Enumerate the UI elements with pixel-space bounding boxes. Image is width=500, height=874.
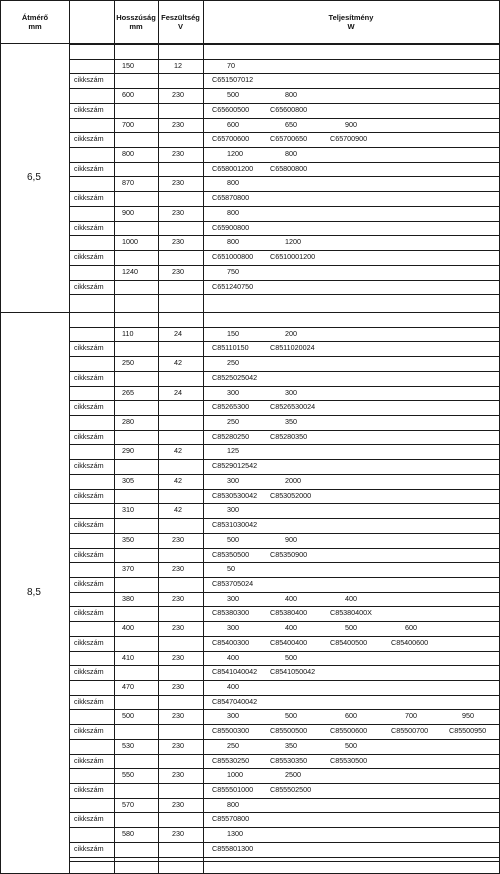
column-divider-2 — [114, 0, 115, 874]
code-value: C85530350 — [270, 755, 308, 765]
power-value: 2000 — [285, 475, 301, 485]
power-value: 300 — [227, 505, 239, 515]
power-value: 650 — [285, 119, 297, 129]
code-value: C8511020024 — [270, 343, 315, 353]
code-value: C85500950 — [449, 726, 487, 736]
code-value: C85500500 — [270, 726, 308, 736]
row-line — [69, 459, 499, 460]
length-cell: 900 — [122, 207, 134, 217]
power-value: 300 — [285, 387, 297, 397]
length-cell: 700 — [122, 119, 134, 129]
length-cell: 250 — [122, 358, 134, 368]
code-label: cikkszám — [74, 104, 104, 114]
power-value: 150 — [227, 328, 239, 338]
code-value: C85500600 — [330, 726, 368, 736]
row-line — [69, 857, 499, 858]
power-value: 900 — [285, 534, 297, 544]
length-cell: 150 — [122, 60, 134, 70]
row-line — [69, 371, 499, 372]
power-value: 70 — [227, 60, 235, 70]
row-line — [69, 221, 499, 222]
diameter-value: 8,5 — [27, 587, 41, 598]
code-value: C85530500 — [330, 755, 368, 765]
power-value: 900 — [345, 119, 357, 129]
code-value: C855501000 — [212, 785, 254, 795]
voltage-cell: 42 — [174, 358, 182, 368]
row-line — [69, 842, 499, 843]
voltage-cell: 230 — [172, 770, 184, 780]
code-label: cikkszám — [74, 281, 104, 291]
code-value: C8525025042 — [212, 372, 258, 382]
code-label: cikkszám — [74, 490, 104, 500]
power-value: 400 — [227, 652, 239, 662]
header-length-unit: mm — [129, 22, 143, 31]
code-value: C85500700 — [391, 726, 429, 736]
power-value: 50 — [227, 564, 235, 574]
code-label: cikkszám — [74, 608, 104, 618]
code-value: C85530250 — [212, 755, 250, 765]
power-value: 950 — [462, 711, 474, 721]
power-value: 250 — [227, 740, 239, 750]
row-line — [69, 861, 499, 862]
length-cell: 470 — [122, 682, 134, 691]
code-label: cikkszám — [74, 785, 104, 795]
power-value: 600 — [345, 711, 357, 721]
row-line — [69, 695, 499, 696]
row-line — [69, 518, 499, 519]
length-cell: 580 — [122, 829, 134, 839]
power-value: 1000 — [227, 770, 243, 780]
power-value: 1200 — [285, 237, 301, 247]
code-value: C6510001200 — [270, 252, 316, 262]
power-value: 125 — [227, 446, 239, 456]
power-value: 400 — [345, 593, 357, 603]
header-length-label: Hosszúság — [116, 13, 156, 22]
voltage-cell: 230 — [172, 266, 184, 276]
voltage-cell: 24 — [174, 328, 182, 338]
code-label: cikkszám — [74, 637, 104, 647]
row-line — [69, 577, 499, 578]
power-value: 1300 — [227, 829, 243, 839]
power-value: 400 — [285, 593, 297, 603]
code-value: C8531030042 — [212, 520, 258, 530]
column-divider-1 — [69, 0, 70, 874]
column-divider-3 — [158, 0, 159, 874]
code-value: C65700900 — [330, 134, 368, 144]
code-value: C853705024 — [212, 578, 254, 588]
voltage-cell: 230 — [172, 534, 184, 544]
header-power — [203, 2, 499, 42]
length-cell: 800 — [122, 149, 134, 159]
code-value: C85350500 — [212, 549, 250, 559]
power-value: 500 — [285, 711, 297, 721]
power-value: 350 — [285, 417, 297, 427]
power-value: 800 — [227, 799, 239, 809]
power-value: 300 — [227, 711, 239, 721]
power-value: 800 — [285, 90, 297, 100]
column-divider-4 — [203, 0, 204, 874]
power-value: 500 — [345, 740, 357, 750]
code-value: C651000800 — [212, 252, 254, 262]
length-cell: 410 — [122, 652, 134, 662]
row-line — [69, 312, 499, 313]
code-label: cikkszám — [74, 520, 104, 530]
code-value: C85110150 — [212, 343, 249, 353]
code-label: cikkszám — [74, 163, 104, 173]
code-label: cikkszám — [74, 843, 104, 853]
code-label: cikkszám — [74, 193, 104, 203]
power-value: 400 — [285, 623, 297, 633]
power-value: 250 — [227, 417, 239, 427]
power-value: 300 — [227, 475, 239, 485]
power-value: 1200 — [227, 149, 243, 159]
code-label: cikkszám — [74, 75, 104, 85]
power-value: 500 — [227, 534, 239, 544]
voltage-cell: 230 — [172, 90, 184, 100]
row-line — [69, 294, 499, 295]
voltage-cell: 230 — [172, 593, 184, 603]
code-value: C85380400X — [330, 608, 372, 618]
voltage-cell: 230 — [172, 207, 184, 217]
row-line — [69, 44, 499, 45]
voltage-cell: 230 — [172, 652, 184, 662]
code-label: cikkszám — [74, 578, 104, 588]
length-cell: 500 — [122, 711, 134, 721]
power-value: 800 — [285, 149, 297, 159]
code-value: C8541050042 — [270, 667, 316, 677]
code-value: C65600800 — [270, 104, 308, 114]
voltage-cell: 230 — [172, 237, 184, 247]
length-cell: 310 — [122, 505, 134, 515]
code-value: C85380300 — [212, 608, 250, 618]
power-value: 500 — [227, 90, 239, 100]
power-value: 700 — [405, 711, 417, 721]
power-value: 800 — [227, 207, 239, 217]
power-value: 800 — [227, 178, 239, 188]
code-value: C85380400 — [270, 608, 308, 618]
voltage-cell: 230 — [172, 829, 184, 839]
code-value: C85265300 — [212, 402, 250, 412]
voltage-cell: 12 — [174, 60, 182, 70]
code-value: C85280350 — [270, 431, 308, 441]
code-value: C8541040042 — [212, 667, 258, 677]
diameter-value: 6,5 — [27, 172, 41, 183]
power-value: 750 — [227, 266, 239, 276]
length-cell: 370 — [122, 564, 134, 574]
voltage-cell: 230 — [172, 682, 184, 691]
row-line — [69, 191, 499, 192]
voltage-cell: 230 — [172, 149, 184, 159]
code-value: C853052000 — [270, 490, 312, 500]
code-value: C65800800 — [270, 163, 308, 173]
header-voltage-label: Feszültség — [161, 13, 200, 22]
power-value: 600 — [405, 623, 417, 633]
code-label: cikkszám — [74, 372, 104, 382]
power-value: 300 — [227, 387, 239, 397]
power-value: 500 — [285, 652, 297, 662]
code-label: cikkszám — [74, 402, 104, 412]
code-value: C85500300 — [212, 726, 250, 736]
power-value: 300 — [227, 593, 239, 603]
length-cell: 870 — [122, 178, 134, 188]
code-label: cikkszám — [74, 343, 104, 353]
length-cell: 400 — [122, 623, 134, 633]
length-cell: 380 — [122, 593, 134, 603]
row-line — [69, 73, 499, 74]
row-line — [69, 280, 499, 281]
power-value: 800 — [227, 237, 239, 247]
code-value: C8530530042 — [212, 490, 258, 500]
code-label: cikkszám — [74, 667, 104, 677]
voltage-cell: 230 — [172, 119, 184, 129]
voltage-cell: 42 — [174, 446, 182, 456]
length-cell: 1000 — [122, 237, 138, 247]
code-value: C65870800 — [212, 193, 250, 203]
code-value: C855801300 — [212, 843, 254, 853]
voltage-cell: 230 — [172, 178, 184, 188]
voltage-cell: 230 — [172, 564, 184, 574]
code-value: C85280250 — [212, 431, 250, 441]
length-cell: 350 — [122, 534, 134, 544]
header-power-label: Teljesítmény — [328, 13, 374, 22]
code-label: cikkszám — [74, 755, 104, 765]
header-power-unit: W — [347, 22, 355, 31]
header-length — [114, 2, 158, 42]
code-value: C658001200 — [212, 163, 254, 173]
row-line — [69, 812, 499, 813]
voltage-cell: 24 — [174, 387, 182, 397]
power-value: 400 — [227, 682, 239, 691]
code-value: C85350900 — [270, 549, 308, 559]
header-voltage-unit: V — [177, 22, 183, 31]
code-value: C65700650 — [270, 134, 308, 144]
length-cell: 570 — [122, 799, 134, 809]
code-value: C855502500 — [270, 785, 312, 795]
voltage-cell: 42 — [174, 505, 182, 515]
voltage-cell: 230 — [172, 740, 184, 750]
length-cell: 1240 — [122, 266, 138, 276]
code-value: C651240750 — [212, 281, 254, 291]
length-cell: 600 — [122, 90, 134, 100]
code-value: C8547040042 — [212, 696, 258, 706]
length-cell: 110 — [122, 328, 134, 338]
code-value: C8526530024 — [270, 402, 316, 412]
length-cell: 550 — [122, 770, 134, 780]
code-label: cikkszám — [74, 726, 104, 736]
voltage-cell: 42 — [174, 475, 182, 485]
voltage-cell: 230 — [172, 623, 184, 633]
code-label: cikkszám — [74, 814, 104, 824]
code-value: C85400600 — [391, 637, 429, 647]
header-diameter-label: Átmérő — [21, 13, 49, 22]
code-label: cikkszám — [74, 222, 104, 232]
row-line — [69, 327, 499, 328]
code-label: cikkszám — [74, 431, 104, 441]
code-value: C85400400 — [270, 637, 308, 647]
header-diameter-unit: mm — [28, 22, 42, 31]
code-value: C651507012 — [212, 75, 254, 85]
code-value: C85570800 — [212, 814, 250, 824]
power-value: 300 — [227, 623, 239, 633]
power-value: 350 — [285, 740, 297, 750]
length-cell: 265 — [122, 387, 134, 397]
code-label: cikkszám — [74, 461, 104, 471]
code-label: cikkszám — [74, 252, 104, 262]
code-value: C85400300 — [212, 637, 250, 647]
length-cell: 290 — [122, 446, 134, 456]
voltage-cell: 230 — [172, 799, 184, 809]
header-diameter — [2, 2, 68, 42]
power-value: 250 — [227, 358, 239, 368]
power-value: 200 — [285, 328, 297, 338]
code-value: C65900800 — [212, 222, 250, 232]
length-cell: 280 — [122, 417, 134, 427]
length-cell: 530 — [122, 740, 134, 750]
code-label: cikkszám — [74, 134, 104, 144]
code-value: C8529012542 — [212, 461, 258, 471]
code-value: C65700600 — [212, 134, 250, 144]
code-label: cikkszám — [74, 696, 104, 706]
code-label: cikkszám — [74, 549, 104, 559]
voltage-cell: 230 — [172, 711, 184, 721]
power-value: 600 — [227, 119, 239, 129]
length-cell: 305 — [122, 475, 134, 485]
code-value: C65600500 — [212, 104, 250, 114]
power-value: 500 — [345, 623, 357, 633]
code-value: C85400500 — [330, 637, 368, 647]
header-voltage — [158, 2, 203, 42]
power-value: 2500 — [285, 770, 301, 780]
